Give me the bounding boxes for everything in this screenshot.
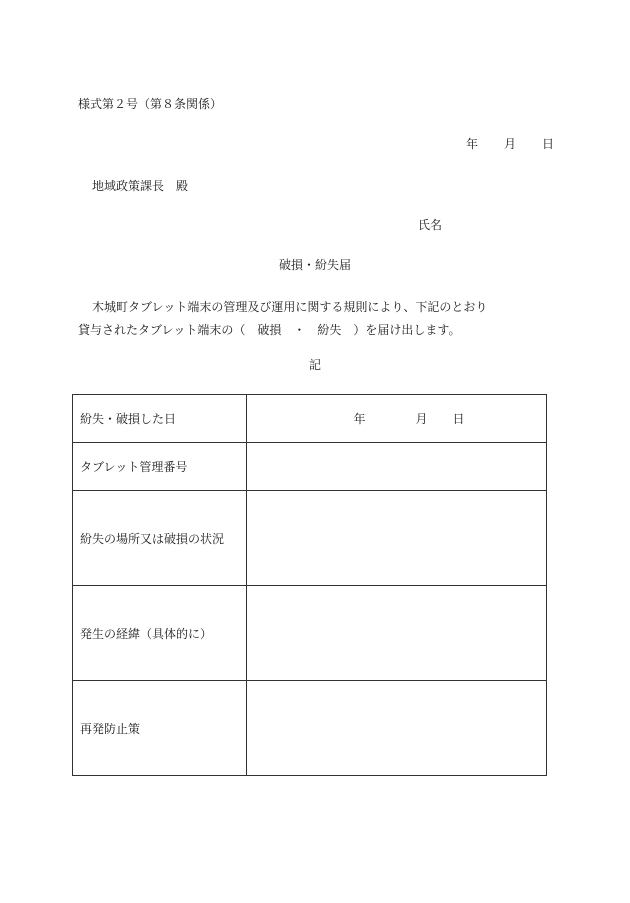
row-label-circumstances: 発生の経緯（具体的に） (73, 586, 247, 681)
body-line-1: 木城町タブレット端末の管理及び運用に関する規則により、下記のとおり (92, 300, 488, 314)
addressee: 地域政策課長 殿 (92, 179, 189, 193)
row-label-tablet-number: タブレット管理番号 (73, 443, 247, 491)
date-day-label: 日 (542, 137, 555, 151)
incident-year-label: 年 (353, 412, 366, 426)
table-row (73, 681, 547, 776)
incident-date-field[interactable] (247, 395, 547, 443)
table-row (73, 443, 547, 491)
applicant-name-label: 氏名 (418, 218, 443, 232)
incident-day-label: 日 (452, 412, 465, 426)
body-line-2: 貸与されたタブレット端末の（ 破損 ・ 紛失 ）を届け出します。 (78, 323, 461, 337)
table-row (73, 395, 547, 443)
ki-heading: 記 (308, 358, 321, 372)
incident-month-label: 月 (415, 412, 428, 426)
tablet-number-field[interactable] (247, 443, 547, 491)
details-table (72, 394, 547, 776)
document-title: 破損・紛失届 (278, 258, 351, 272)
row-label-incident-date: 紛失・破損した日 (73, 395, 247, 443)
submission-date (466, 138, 554, 150)
prevention-field[interactable] (247, 681, 547, 776)
table-row (73, 586, 547, 681)
form-number: 様式第２号（第８条関係） (78, 97, 223, 111)
date-month-label: 月 (504, 137, 517, 151)
row-label-location-status: 紛失の場所又は破損の状況 (73, 491, 247, 586)
date-year-label: 年 (466, 137, 479, 151)
location-status-field[interactable] (247, 491, 547, 586)
row-label-prevention: 再発防止策 (73, 681, 247, 776)
circumstances-field[interactable] (247, 586, 547, 681)
table-row (73, 491, 547, 586)
body-text (78, 296, 487, 342)
